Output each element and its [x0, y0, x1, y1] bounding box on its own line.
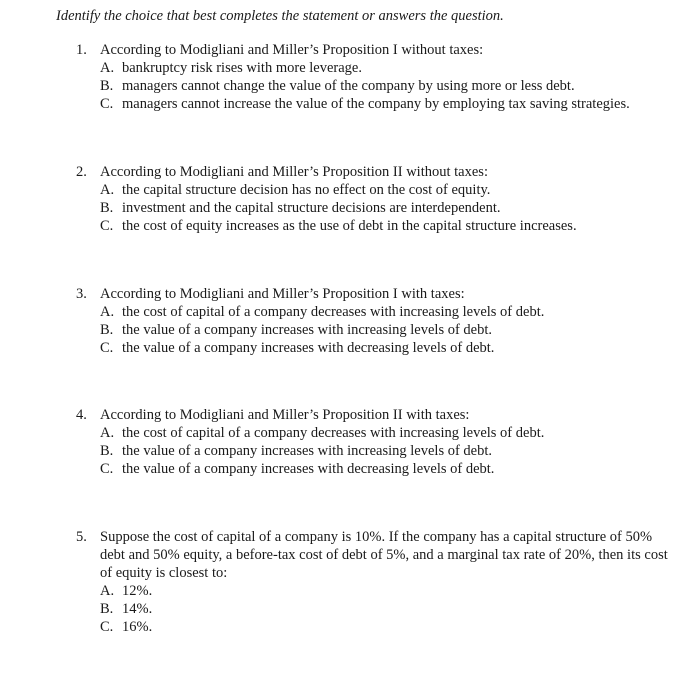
option-text: 16%. [122, 619, 153, 635]
question-1 [76, 41, 676, 113]
question-number: 4. [76, 407, 87, 423]
option-c[interactable] [76, 95, 676, 113]
option-a[interactable] [76, 181, 676, 199]
option-text: 12%. [122, 583, 153, 599]
option-letter: A. [100, 304, 115, 320]
option-text: 14%. [122, 601, 153, 617]
option-a[interactable] [76, 424, 676, 442]
option-letter: B. [100, 443, 114, 459]
question-stem: Suppose the cost of capital of a company is 10%. If the company has a capital structure of 50% debt and 50% equity, a before-tax cost of debt of 5%, and a marginal tax rate of 20%, then its cost of equity is closest to: [100, 529, 668, 581]
option-text: the value of a company increases with increasing levels of debt. [122, 322, 493, 338]
option-letter: A. [100, 425, 115, 441]
option-text: the value of a company increases with decreasing levels of debt. [122, 340, 495, 356]
option-b[interactable] [76, 600, 676, 618]
option-c[interactable] [76, 217, 676, 235]
question-stem: According to Modigliani and Miller’s Proposition II with taxes: [100, 407, 470, 423]
option-letter: B. [100, 78, 114, 94]
option-letter: B. [100, 322, 114, 338]
option-letter: A. [100, 583, 115, 599]
option-text: the cost of capital of a company decreases with increasing levels of debt. [122, 304, 545, 320]
question-number: 2. [76, 164, 87, 180]
option-letter: C. [100, 96, 114, 112]
option-text: investment and the capital structure decisions are interdependent. [122, 200, 501, 216]
option-text: the cost of capital of a company decreases with increasing levels of debt. [122, 425, 545, 441]
question-5 [76, 528, 676, 636]
option-letter: C. [100, 340, 114, 356]
option-text: the value of a company increases with decreasing levels of debt. [122, 461, 495, 477]
option-text: managers cannot increase the value of the company by employing tax saving strategies. [122, 96, 630, 112]
instruction-text: Identify the choice that best completes the statement or answers the question. [56, 8, 504, 24]
question-4 [76, 406, 676, 478]
option-text: the value of a company increases with increasing levels of debt. [122, 443, 493, 459]
option-letter: A. [100, 60, 115, 76]
option-c[interactable] [76, 618, 676, 636]
option-a[interactable] [76, 303, 676, 321]
option-b[interactable] [76, 77, 676, 95]
option-b[interactable] [76, 321, 676, 339]
question-3 [76, 285, 676, 357]
question-stem: According to Modigliani and Miller’s Proposition I with taxes: [100, 286, 465, 302]
option-text: managers cannot change the value of the company by using more or less debt. [122, 78, 575, 94]
question-2 [76, 163, 676, 235]
option-b[interactable] [76, 442, 676, 460]
option-c[interactable] [76, 460, 676, 478]
option-text: the capital structure decision has no effect on the cost of equity. [122, 182, 491, 198]
question-number: 5. [76, 529, 87, 545]
option-text: the cost of equity increases as the use of debt in the capital structure increases. [122, 218, 577, 234]
option-text: bankruptcy risk rises with more leverage. [122, 60, 362, 76]
option-letter: C. [100, 218, 114, 234]
option-letter: A. [100, 182, 115, 198]
question-number: 3. [76, 286, 87, 302]
option-a[interactable] [76, 582, 676, 600]
option-letter: C. [100, 461, 114, 477]
option-a[interactable] [76, 59, 676, 77]
question-number: 1. [76, 42, 87, 58]
option-letter: C. [100, 619, 114, 635]
question-stem: According to Modigliani and Miller’s Proposition I without taxes: [100, 42, 484, 58]
question-stem: According to Modigliani and Miller’s Proposition II without taxes: [100, 164, 488, 180]
option-c[interactable] [76, 339, 676, 357]
option-letter: B. [100, 200, 114, 216]
option-b[interactable] [76, 199, 676, 217]
option-letter: B. [100, 601, 114, 617]
